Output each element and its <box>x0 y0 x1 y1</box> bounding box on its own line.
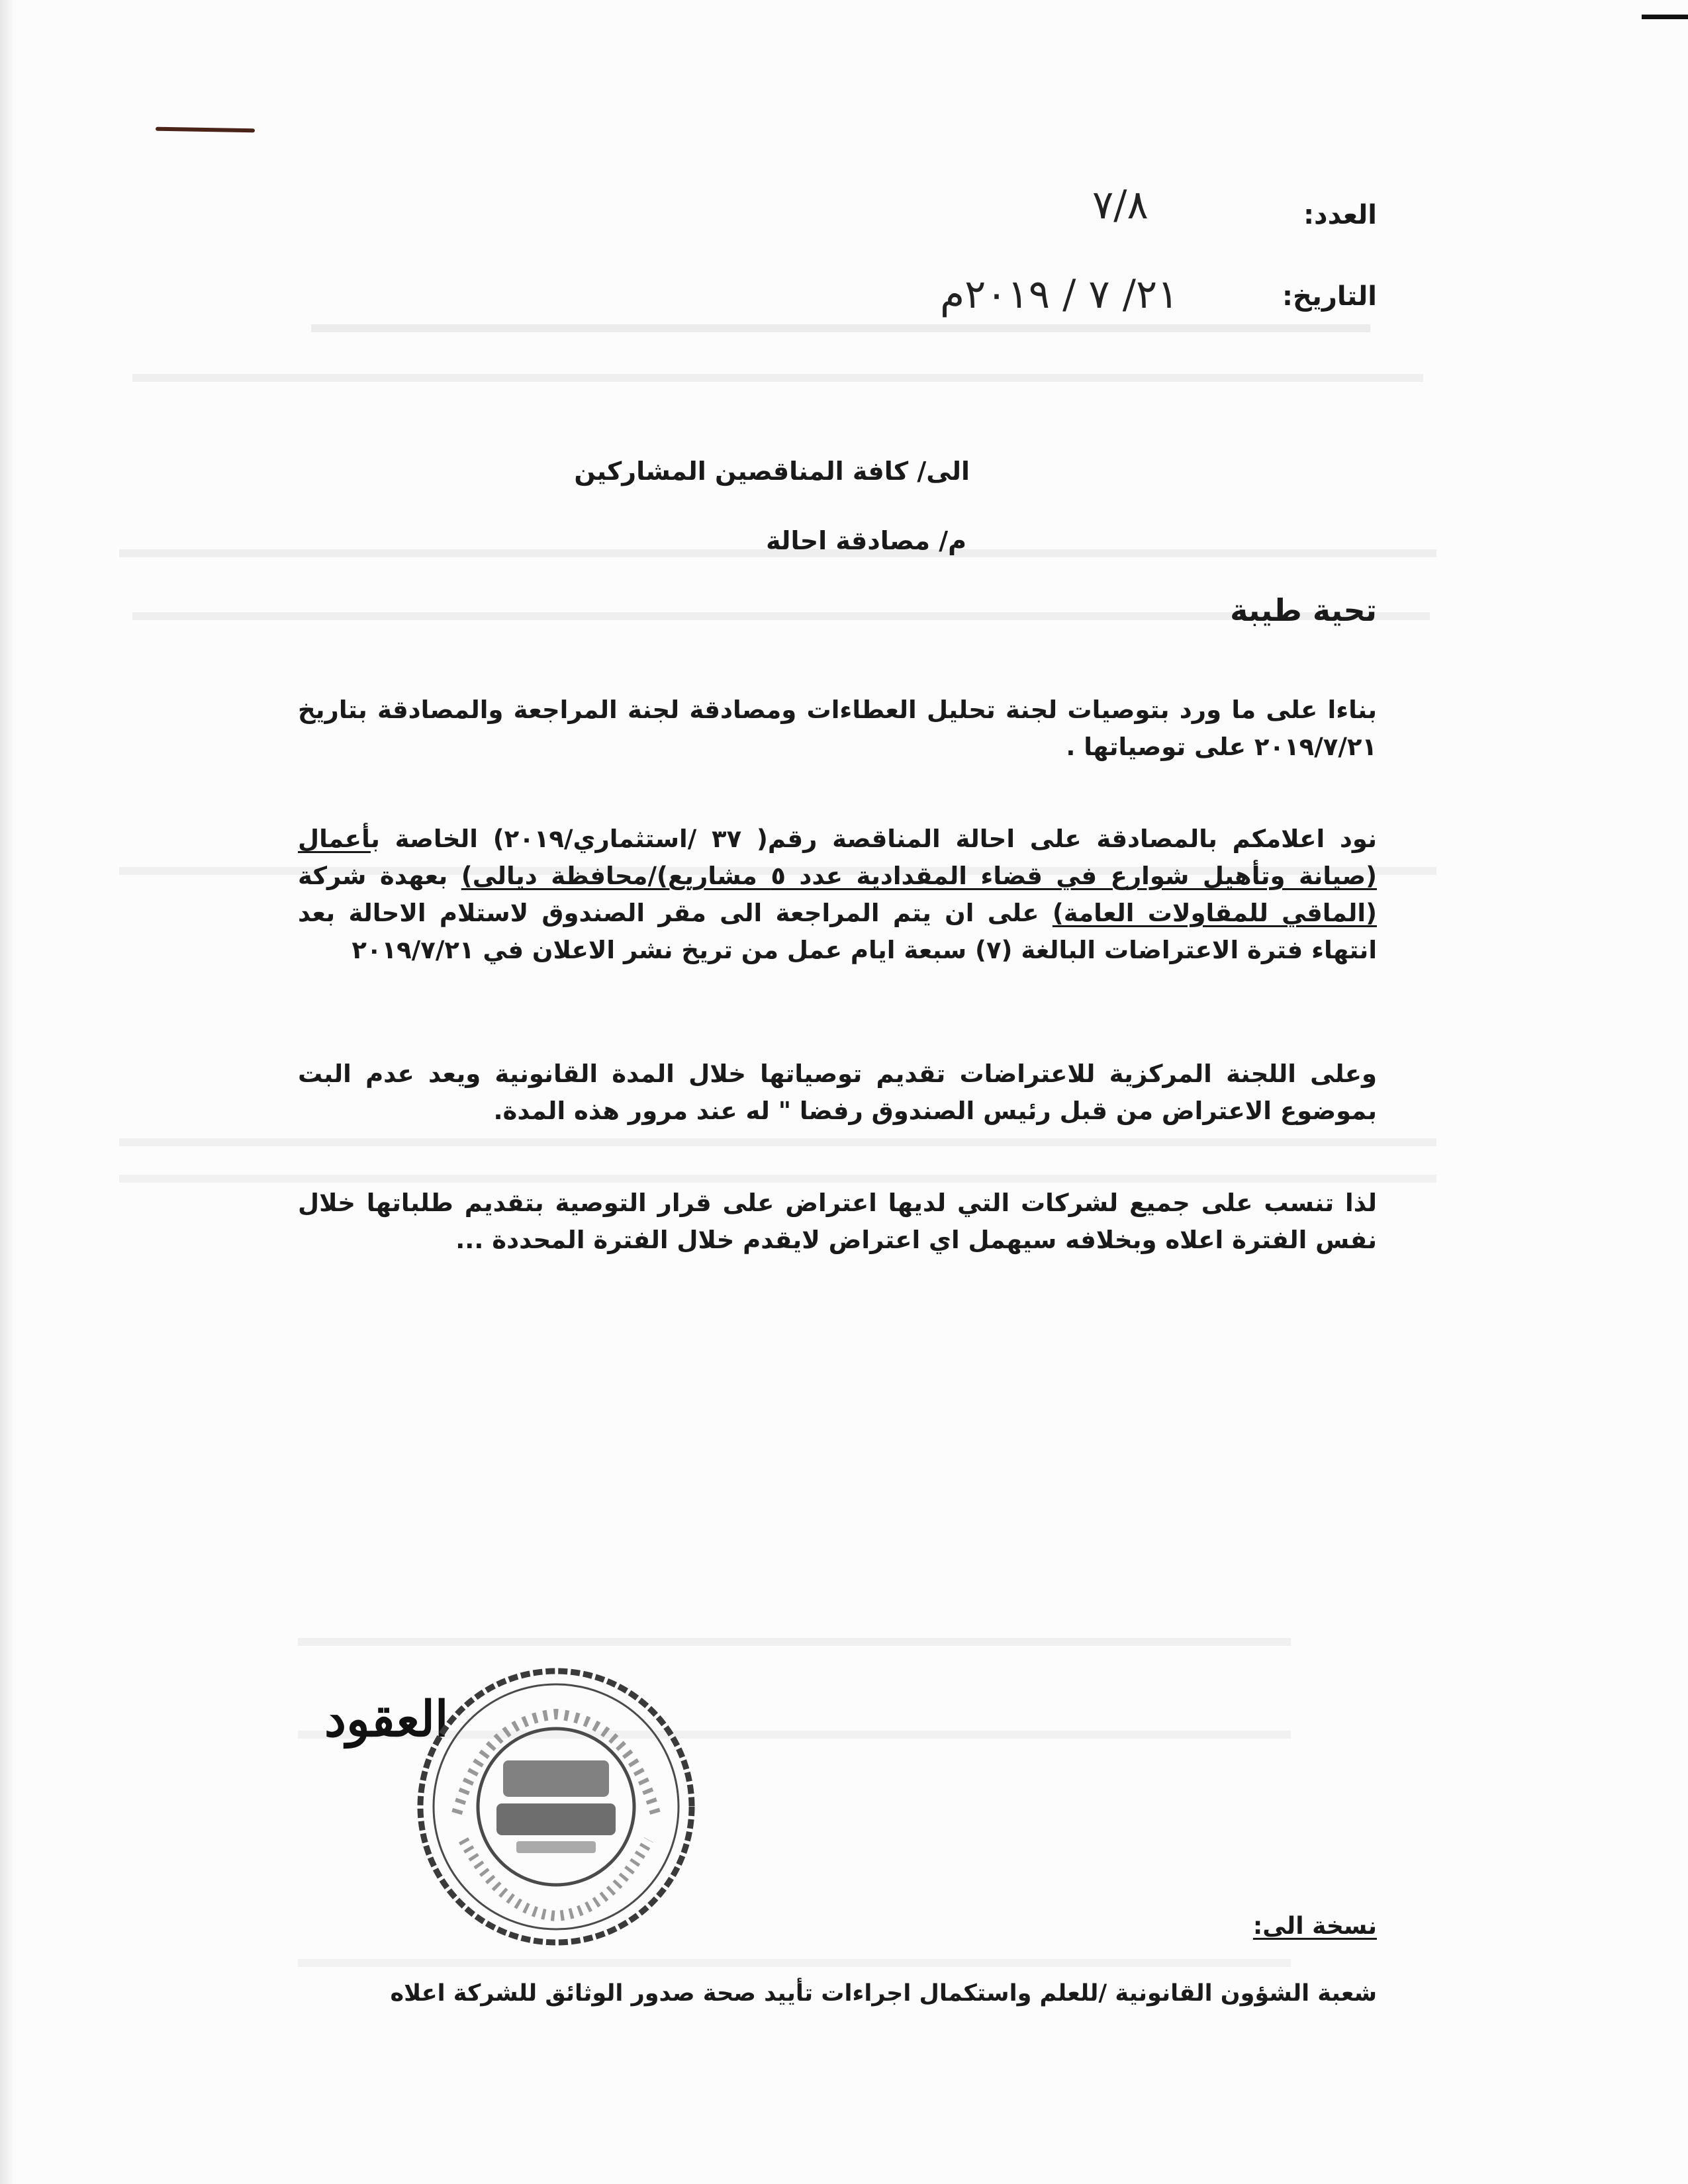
recipient-line: الى/ كافة المناقصين المشاركين <box>574 457 970 486</box>
paragraph-recommendation: بناءا على ما ورد بتوصيات لجنة تحليل العطاءات ومصادقة لجنة المراجعة والمصادقة بتاريخ ٢٠١٩/٧/٢١ على توصياتها . <box>298 696 1377 761</box>
copy-to-legal-division: شعبة الشؤون القانونية /للعلم واستكمال اجراءات تأييد صحة صدور الوثائق للشركة اعلاه <box>390 1980 1377 2007</box>
number-label: العدد: <box>1303 200 1377 230</box>
official-seal-stamp <box>410 1661 702 1952</box>
award-company-underlined: (الماقي للمقاولات العامة) <box>1052 899 1377 927</box>
number-value: ٧/٨ <box>1092 182 1149 228</box>
award-text-start: نود اعلامكم بالمصادقة على احالة المناقصة رقم( ٣٧ /استثماري/٢٠١٩) الخاصة ب <box>370 825 1377 853</box>
scan-edge-shadow <box>0 0 15 2184</box>
date-value: ٢١/ ٧ / ٢٠١٩م <box>940 271 1179 318</box>
subject-line: م/ مصادقة احالة <box>766 526 966 555</box>
signature-department: العقود <box>324 1691 449 1748</box>
scan-corner-mark <box>1642 15 1688 19</box>
greeting: تحية طيبة <box>1230 592 1377 628</box>
copy-to-label: نسخة الى: <box>1252 1913 1377 1940</box>
pen-stroke-mark <box>156 127 255 133</box>
award-text-middle: بعهدة شركة <box>298 862 461 890</box>
paragraph-award-notice <box>298 821 1377 969</box>
paragraph-objection-deadline: لذا تنسب على جميع لشركات التي لديها اعتراض على قرار التوصية بتقديم طلباتها خلال نفس الفترة اعلاه وبخلافه سيهمل اي اعتراض لايقدم خلال الفترة المحددة ... <box>298 1189 1377 1254</box>
date-label: التاريخ: <box>1282 281 1377 312</box>
paragraph-objections-committee: وعلى اللجنة المركزية للاعتراضات تقديم توصياتها خلال المدة القانونية ويعد عدم البت بموضوع الاعتراض من قبل رئيس الصندوق رفضا " له عند مرور هذه المدة. <box>298 1060 1377 1125</box>
award-works-underlined: أعمال (صيانة وتأهيل شوارع في قضاء المقدادية عدد ٥ مشاريع)/محافظة ديالى) <box>298 825 1377 890</box>
award-text-end: على ان يتم المراجعة الى مقر الصندوق لاستلام الاحالة بعد انتهاء فترة الاعتراضات البالغة (٧) سبعة ايام عمل من تريخ نشر الاعلان في ٢٠١٩/٧/٢١ <box>298 899 1377 964</box>
